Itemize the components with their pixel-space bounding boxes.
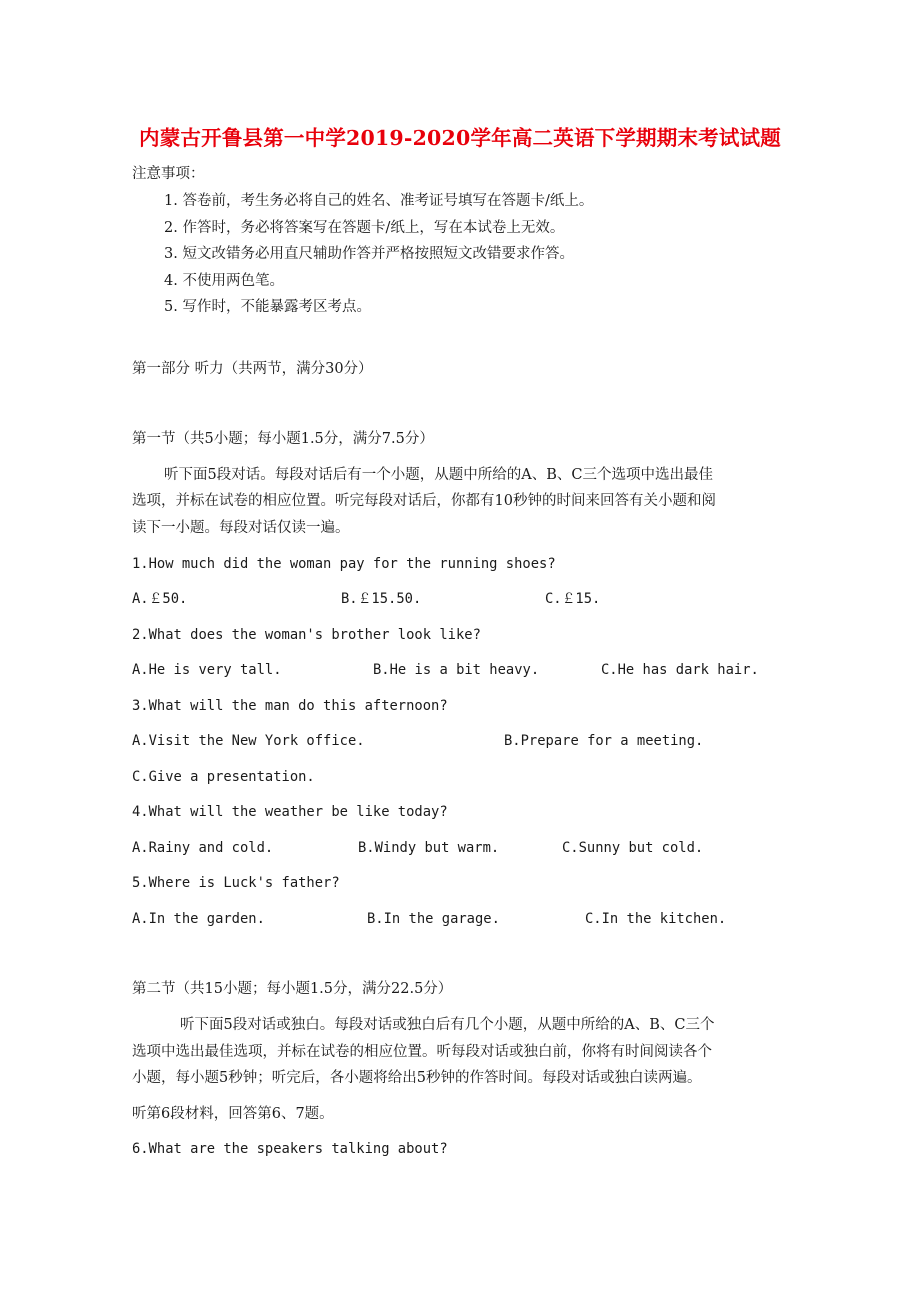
notice-item: 1. 答卷前，考生务必将自己的姓名、准考证号填写在答题卡/纸上。 [164, 193, 594, 209]
option-c: C.Sunny but cold. [562, 840, 704, 856]
section1-instructions-line: 读下一小题。每段对话仅读一遍。 [132, 520, 350, 536]
section2-instructions-line: 选项中选出最佳选项，并标在试卷的相应位置。听每段对话或独白前，你将有时间阅读各个 [132, 1044, 712, 1060]
notice-heading: 注意事项： [132, 166, 205, 182]
section2-instructions-line: 小题，每小题5秒钟；听完后，各小题将给出5秒钟的作答时间。每段对话或独白读两遍。 [132, 1070, 702, 1086]
question-5: 5.Where is Luck's father? [132, 875, 340, 891]
option-c: C.He has dark hair. [601, 662, 759, 678]
option-c: C.Give a presentation. [132, 769, 315, 785]
section1-heading: 第一节（共5小题；每小题1.5分，满分7.5分） [132, 431, 434, 447]
section1-instructions-line: 听下面5段对话。每段对话后有一个小题，从题中所给的A、B、C三个选项中选出最佳 [164, 467, 713, 483]
section2-instructions-line: 听下面5段对话或独白。每段对话或独白后有几个小题，从题中所给的A、B、C三个 [180, 1017, 715, 1033]
option-b: B.Prepare for a meeting. [504, 733, 704, 749]
option-c: C.￡15. [545, 591, 601, 607]
material-note: 听第6段材料，回答第6、7题。 [132, 1106, 334, 1122]
notice-item: 2. 作答时，务必将答案写在答题卡/纸上，写在本试卷上无效。 [164, 220, 565, 236]
question-2: 2.What does the woman's brother look like? [132, 627, 481, 643]
option-b: B.Windy but warm. [358, 840, 500, 856]
option-a: A.Visit the New York office. [132, 733, 365, 749]
question-1: 1.How much did the woman pay for the running shoes? [132, 556, 556, 572]
exam-title: 内蒙古开鲁县第一中学2019-2020学年高二英语下学期期末考试试题 [139, 126, 781, 150]
section1-instructions-line: 选项，并标在试卷的相应位置。听完每段对话后，你都有10秒钟的时间来回答有关小题和阅 [132, 493, 716, 509]
notice-item: 3. 短文改错务必用直尺辅助作答并严格按照短文改错要求作答。 [164, 246, 574, 262]
notice-item: 4. 不使用两色笔。 [164, 273, 284, 289]
question-3: 3.What will the man do this afternoon? [132, 698, 448, 714]
option-a: A.He is very tall. [132, 662, 282, 678]
section2-heading: 第二节（共15小题；每小题1.5分，满分22.5分） [132, 981, 453, 997]
option-a: A.￡50. [132, 591, 188, 607]
question-6: 6.What are the speakers talking about? [132, 1141, 448, 1157]
part1-heading: 第一部分 听力（共两节，满分30分） [132, 361, 373, 377]
option-a: A.Rainy and cold. [132, 840, 274, 856]
question-4: 4.What will the weather be like today? [132, 804, 448, 820]
option-b: B.He is a bit heavy. [373, 662, 540, 678]
option-b: B.￡15.50. [341, 591, 422, 607]
option-a: A.In the garden. [132, 911, 265, 927]
option-c: C.In the kitchen. [585, 911, 727, 927]
option-b: B.In the garage. [367, 911, 500, 927]
notice-item: 5. 写作时，不能暴露考区考点。 [164, 299, 371, 315]
